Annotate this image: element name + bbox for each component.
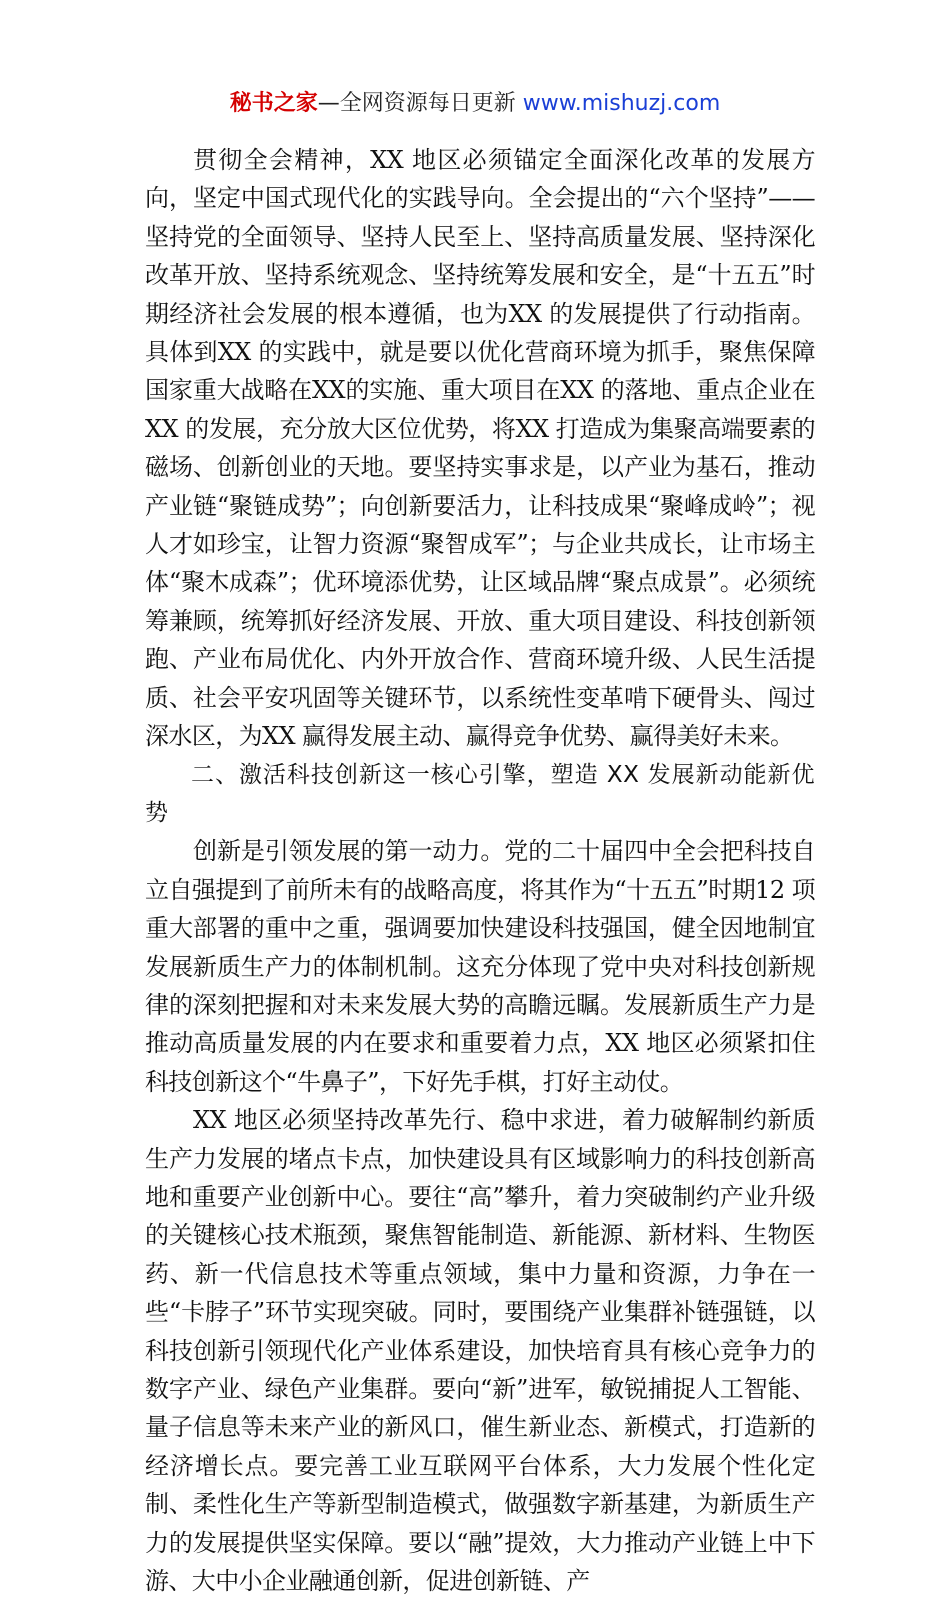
brand-name: 秘书之家 [229,91,318,116]
section-heading: 二、激活科技创新这一核心引擎，塑造 XX 发展新动能新优势 [145,761,815,826]
paragraph-intro: 贯彻全会精神，XX 地区必须锚定全面深化改革的发展方向，坚定中国式现代化的实践导向。全会提出的“六个坚持”——坚持党的全面领导、坚持人民至上、坚持高质量发展、坚持深化改革开放、坚持系统观念、坚持统筹发展和安全，是“十五五”时期经济社会发展的根本遵循，也为XX 的发展提供了行动指南。具体到XX 的实践中，就是要以优化营商环境为抓手，聚焦保障国家重大战略在XX的实施、重大项目在XX 的落地、重点企业在XX 的发展，充分放大区位优势，将XX 打造成为集聚高端要素的磁场、创新创业的天地。要坚持实事求是，以产业为基石，推动产业链“聚链成势”；向创新要活力，让科技成果“聚峰成岭”；视人才如珍宝，让智力资源“聚智成军”；与企业共成长，让市场主体“聚木成森”；优环境添优势，让区域品牌“聚点成景”。必须统筹兼顾，统筹抓好经济发展、开放、重大项目建设、科技创新领跑、产业布局优化、内外开放合作、营商环境升级、人民生活提质、社会平安巩固等关键环节，以系统性变革啃下硬骨头、闯过深水区，为XX 赢得发展主动、赢得竞争优势、赢得美好未来。 [145,146,815,751]
site-url-link[interactable]: www.mishuzj.com [522,91,721,116]
document-body [145,141,815,1600]
paragraph-measures: XX 地区必须坚持改革先行、稳中求进，着力破解制约新质生产力发展的堵点卡点，加快建设具有区域影响力的科技创新高地和重要产业创新中心。要往“高”攀升，着力突破制约产业升级的关键核心技术瓶颈，聚焦智能制造、新能源、新材料、生物医药、新一代信息技术等重点领域，集中力量和资源，力争在一些“卡脖子”环节实现突破。同时，要围绕产业集群补链强链，以科技创新引领现代化产业体系建设，加快培育具有核心竞争力的数字产业、绿色产业集群。要向“新”进军，敏锐捕捉人工智能、量子信息等未来产业的新风口，催生新业态、新模式，打造新的经济增长点。要完善工业互联网平台体系，大力发展个性化定制、柔性化生产等新型制造模式，做强数字新基建，为新质生产力的发展提供坚实保障。要以“融”提效，大力推动产业链上中下游、大中小企业融通创新，促进创新链、产 [145,1106,815,1596]
paragraph-innovation: 创新是引领发展的第一动力。党的二十届四中全会把科技自立自强提到了前所未有的战略高度，将其作为“十五五”时期12 项重大部署的重中之重，强调要加快建设科技强国，健全因地制宜发展新质生产力的体制机制。这充分体现了党中央对科技创新规律的深刻把握和对未来发展大势的高瞻远瞩。发展新质生产力是推动高质量发展的内在要求和重要着力点，XX 地区必须紧扣住科技创新这个“牛鼻子”，下好先手棋，打好主动仗。 [145,837,815,1096]
site-header [0,88,950,120]
header-tagline: —全网资源每日更新 [317,91,516,116]
